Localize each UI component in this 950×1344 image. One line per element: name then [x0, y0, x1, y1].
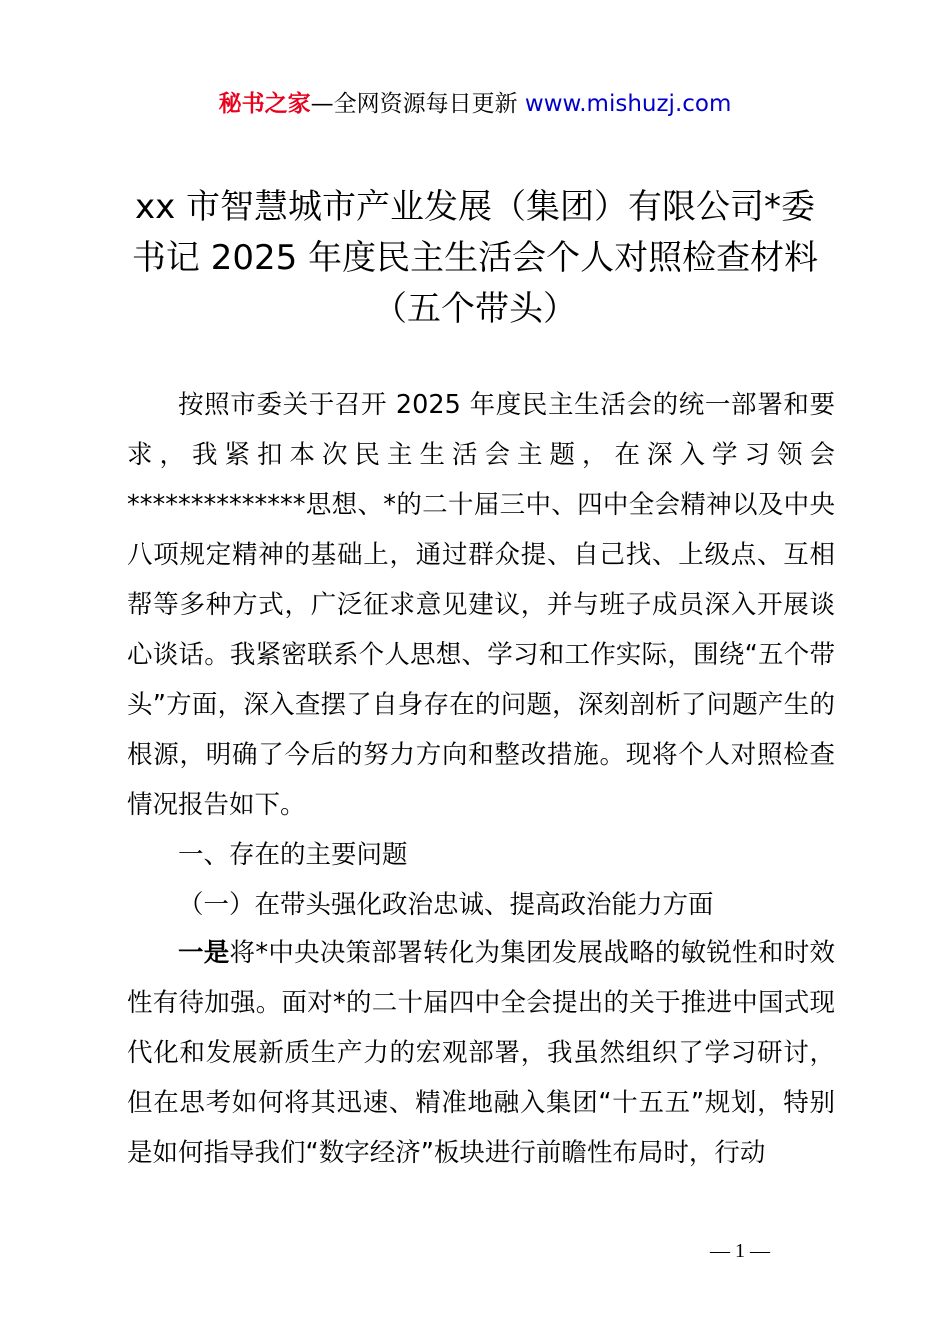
banner-brand: 秘书之家 — [218, 91, 311, 117]
intro-paragraph: 按照市委关于召开 2025 年度民主生活会的统一部署和要求，我紧扣本次民主生活会主题，在深入学习领会**************思想、*的二十届三中、四中全会精神以及中央八项规定精神的基础上，通过群众提、自己找、上级点、互相帮等多种方式，广泛征求意见建议，并与班子成员深入开展谈心谈话。我紧密联系个人思想、学习和工作实际，围绕“五个带头”方面，深入查摆了自身存在的问题，深刻剖析了问题产生的根源，明确了今后的努力方向和整改措施。现将个人对照检查情况报告如下。 — [127, 390, 835, 820]
section-heading: 一、存在的主要问题 — [178, 840, 408, 870]
point-one-text: 将*中央决策部署转化为集团发展战略的敏锐性和时效性有待加强。面对*的二十届四中全会提出的关于推进中国式现代化和发展新质生产力的宏观部署，我虽然组织了学习研讨，但在思考如何将其迅速、精准地融入集团“十五五”规划，特别是如何指导我们“数字经济”板块进行前瞻性布局时，行动 — [127, 938, 835, 1168]
point-one-paragraph — [127, 928, 835, 1178]
title-line-3: （五个带头） — [373, 289, 577, 329]
document-title — [60, 182, 890, 335]
point-one-lead: 一是 — [178, 938, 230, 968]
watermark-banner — [0, 88, 950, 120]
title-line-1: xx 市智慧城市产业发展（集团）有限公司*委 — [134, 187, 816, 227]
banner-url-link[interactable]: www.mishuzj.com — [524, 91, 732, 117]
point-one-section — [127, 928, 835, 1178]
subsection-heading: （一）在带头强化政治忠诚、提高政治能力方面 — [178, 890, 714, 920]
page-number: — 1 — — [710, 1240, 770, 1262]
title-line-2: 书记 2025 年度民主生活会个人对照检查材料 — [131, 238, 819, 278]
banner-tagline: —全网资源每日更新 — [310, 91, 525, 117]
